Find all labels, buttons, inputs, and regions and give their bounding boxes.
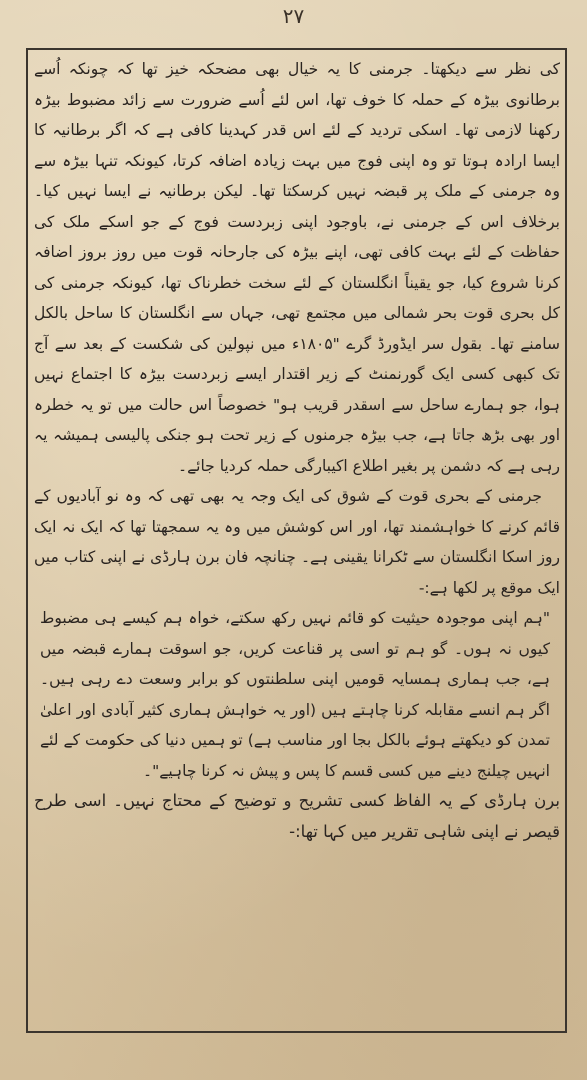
paragraph-1: کی نظر سے دیکھتا۔ جرمنی کا یہ خیال بھی مضحکہ خیز تھا کہ چونکہ اُسے برطانوی بیڑہ کے حملہ کا خوف تھا، اس لئے اُسے ضرورت سے زائد مضبوط بیڑہ رکھنا لازمی تھا۔ اسکی تردید کے لئے اس قدر کہدینا کافی ہے کہ اگر برطانیہ کا ایسا ارادہ ہوتا تو وہ اپنی فوج میں بہت زیادہ اضافہ کرتا، کیونکہ تنہا بیڑہ سے وہ جرمنی کے ملک پر قبضہ نہیں کرسکتا تھا۔ لیکن برطانیہ نے ایسا نہیں کیا۔ برخلاف اس کے جرمنی نے، باوجود اپنی زبردست فوج کے جو اسکے ملک کی حفاظت کے لئے بہت کافی تھی، اپنے بیڑہ کی جارحانہ قوت میں روز بروز اضافہ کرنا شروع کیا، جو یقیناً انگلستان کے لئے سخت خطرناک تھا، کیونکہ جرمنی کی کل بحری قوت بحر شمالی میں مجتمع تھی، جہاں سے انگلستان کا ساحل بالکل سامنے تھا۔ بقول سر ایڈورڈ گرے "۱۸۰۵ء میں نپولین کی شکست کے بعد سے آج تک کبھی کسی ایک گورنمنٹ کے زیر اقتدار ایسے زبردست بیڑہ کا اجتماع نہیں ہوا، جو ہمارے ساحل سے اسقدر قریب ہو" خصوصاً اس حالت میں تو یہ خطرہ اور بھی بڑھ جاتا ہے، جب بیڑہ جرمنوں کے زیر تحت ہو جنکی پالیسی ہمیشہ یہ رہی ہے کہ دشمن پر بغیر اطلاع اکیبارگی حملہ کردیا جائے۔ — [34, 60, 560, 475]
quotation-paragraph: "ہم اپنی موجودہ حیثیت کو قائم نہیں رکھ سکتے، خواہ ہم کیسے ہی مضبوط کیوں نہ ہوں۔ گو ہم تو اسی پر قناعت کریں، جو اسوقت ہمارے قبضہ میں ہے، جب ہماری ہمسایہ قومیں اپنی سلطنتوں کو برابر وسعت دے رہی ہیں۔ اگر ہم انسے مقابلہ کرنا چاہتے ہیں (اور یہ خواہش ہماری کثیر آبادی اور اعلیٰ تمدن کو دیکھتے ہوئے بالکل بجا اور مناسب ہے) تو ہمیں دنیا کی حکومت کے لئے انہیں چیلنج دینے میں کسی قسم کا پس و پیش نہ کرنا چاہیے"۔ — [40, 609, 550, 780]
paragraph-2: جرمنی کے بحری قوت کے شوق کی ایک وجہ یہ بھی تھی کہ وہ نو آبادیوں کے قائم کرنے کا خواہشمند تھا، اور اس کوشش میں وہ یہ سمجھتا تھا کہ ایک نہ ایک روز اسکا انگلستان سے ٹکرانا یقینی ہے۔ چنانچہ فان برن ہارڈی نے اپنی کتاب میں ایک موقع پر لکھا ہے:- — [34, 487, 560, 597]
paragraph-4: برن ہارڈی کے یہ الفاظ کسی تشریح و توضیح کے محتاج نہیں۔ اسی طرح قیصر نے اپنی شاہی تقریر میں کہا تھا:- — [34, 791, 560, 841]
page-body-text — [34, 54, 560, 1028]
page-number: ۲۷ — [282, 4, 305, 28]
